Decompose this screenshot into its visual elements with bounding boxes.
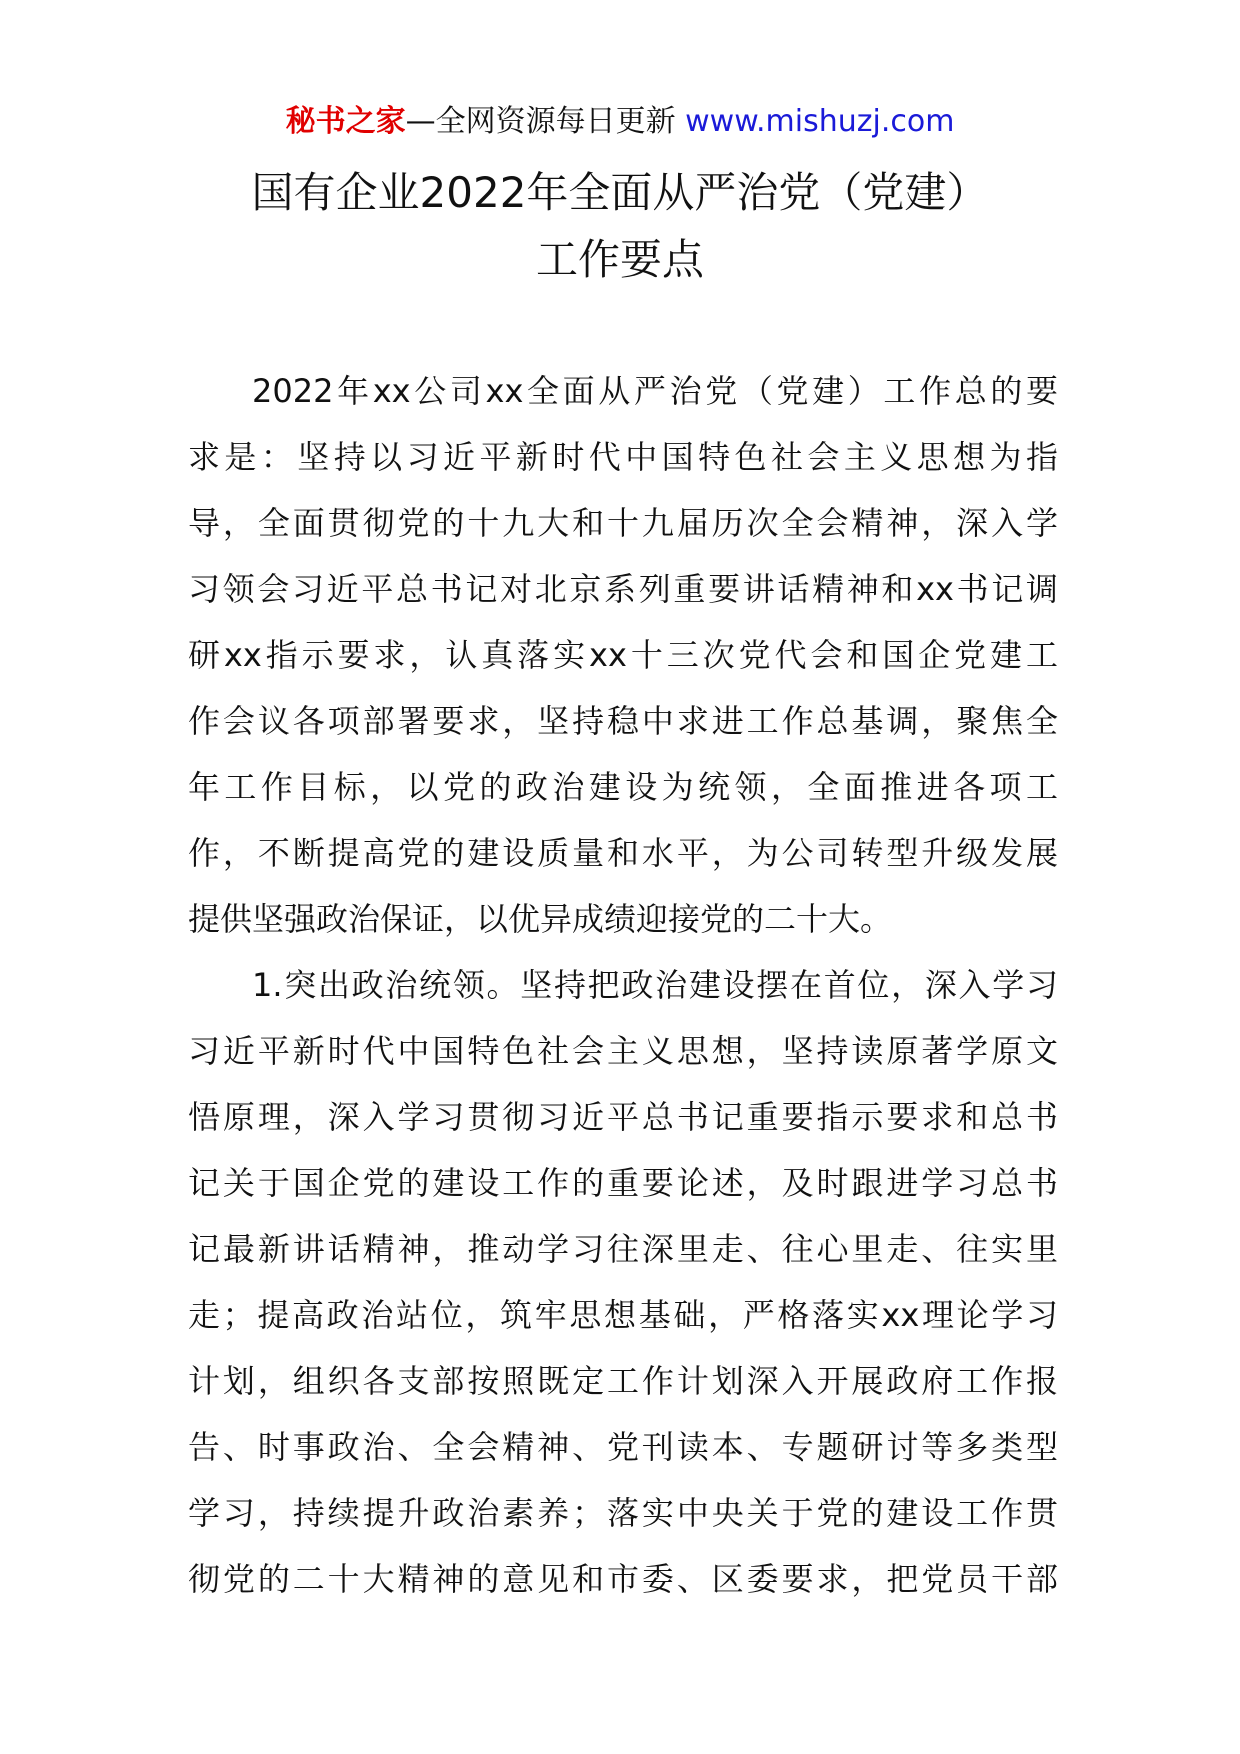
paragraph-line: 2022年xx公司xx全面从严治党（党建）工作总的要 bbox=[252, 372, 1058, 410]
document-title-line-2: 工作要点 bbox=[535, 235, 704, 284]
paragraph-line: 作，不断提高党的建设质量和水平，为公司转型升级发展 bbox=[188, 834, 1058, 872]
paragraph-line: 习近平新时代中国特色社会主义思想，坚持读原著学原文 bbox=[188, 1032, 1058, 1070]
brand-name: 秘书之家 bbox=[285, 104, 406, 139]
paragraph-line: 告、时事政治、全会精神、党刊读本、专题研讨等多类型 bbox=[188, 1428, 1058, 1466]
paragraph-line: 走；提高政治站位，筑牢思想基础，严格落实xx理论学习 bbox=[188, 1296, 1058, 1334]
paragraph-line: 彻党的二十大精神的意见和市委、区委要求，把党员干部 bbox=[188, 1560, 1058, 1598]
paragraph-line: 提供坚强政治保证，以优异成绩迎接党的二十大。 bbox=[188, 900, 893, 938]
paragraph-line: 年工作目标，以党的政治建设为统领，全面推进各项工 bbox=[188, 768, 1058, 806]
paragraph-line: 求是：坚持以习近平新时代中国特色社会主义思想为指 bbox=[188, 438, 1058, 476]
paragraph-line: 记关于国企党的建设工作的重要论述，及时跟进学习总书 bbox=[188, 1164, 1058, 1202]
paragraph-line: 1.突出政治统领。坚持把政治建设摆在首位，深入学习 bbox=[252, 966, 1058, 1004]
paragraph-line: 悟原理，深入学习贯彻习近平总书记重要指示要求和总书 bbox=[188, 1098, 1058, 1136]
paragraph-line: 研xx指示要求，认真落实xx十三次党代会和国企党建工 bbox=[188, 636, 1058, 674]
site-url-link[interactable]: www.mishuzj.com bbox=[685, 104, 955, 139]
paragraph-line: 导，全面贯彻党的十九大和十九届历次全会精神，深入学 bbox=[188, 504, 1058, 542]
site-banner bbox=[0, 102, 1240, 142]
paragraph-line: 学习，持续提升政治素养；落实中央关于党的建设工作贯 bbox=[188, 1494, 1058, 1532]
document-body bbox=[188, 358, 1058, 1612]
paragraph-line: 作会议各项部署要求，坚持稳中求进工作总基调，聚焦全 bbox=[188, 702, 1058, 740]
document-title-line-1: 国有企业2022年全面从严治党（党建） bbox=[251, 168, 989, 217]
paragraph-line: 计划，组织各支部按照既定工作计划深入开展政府工作报 bbox=[188, 1362, 1058, 1400]
paragraph-line: 记最新讲话精神，推动学习往深里走、往心里走、往实里 bbox=[188, 1230, 1058, 1268]
banner-tagline: —全网资源每日更新 bbox=[405, 104, 686, 139]
paragraph-line: 习领会习近平总书记对北京系列重要讲话精神和xx书记调 bbox=[188, 570, 1058, 608]
